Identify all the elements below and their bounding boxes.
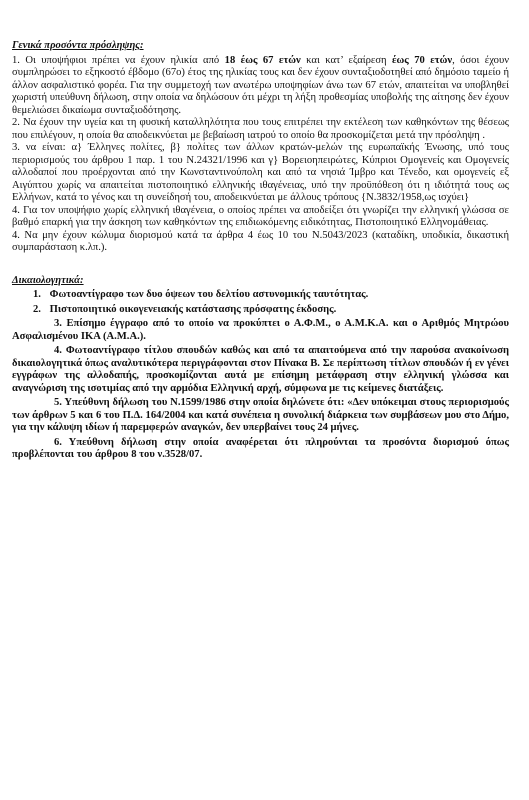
document-item-text: Φωτοαντίγραφο των δυο όψεων του δελτίου αστυνομικής ταυτότητας. xyxy=(49,289,369,300)
qualification-paragraph-3: 3. να είναι: α} Έλληνες πολίτες, β} πολίτες των άλλων κρατών-μελών της ευρωπαϊκής Ένωσης, υπό τους περιορισμούς του άρθρου 1 παρ. 1 του Ν.24321/1996 και γ} Βορειοηπειρώτες, Κύπριοι Ομογενείς και Ομογενείς αλλοδαποί που προέρχονται από την Κωνσταντινούπολη και από τα νησιά Ίμβρο και Τένεδο, και ομογενείς εξ Αιγύπτου χωρίς να απαιτείται πιστοποιητικό ελληνικής ιθαγένειας, υπό την προϋπόθεση ότι η ιδιότητά τους ως Ελλήνων, κατά το γένος και τη συνείδησή του, αποδεικνύεται με άλλους τρόπους {Ν.3832/1958,ως ισχύει} xyxy=(12,142,509,203)
document-item-text: Υπεύθυνη δήλωση στην οποία αναφέρεται ότι πληρούνται τα προσόντα διορισμού όπως προβλέπονται του άρθρου 8 του ν.3528/07. xyxy=(12,436,509,460)
document-item-number: 3. xyxy=(54,318,62,329)
p1-age-exception: έως 70 ετών xyxy=(392,54,453,66)
document-item-number: 5. xyxy=(54,397,62,408)
document-item-4 xyxy=(12,345,509,395)
document-item-text: Πιστοποιητικό οικογενειακής κατάστασης πρόσφατης έκδοσης. xyxy=(49,303,337,315)
document-item-number: 4. xyxy=(54,345,62,356)
document-item-number: 6. xyxy=(54,436,62,448)
section-spacer xyxy=(12,255,509,275)
p1-text-c: και κατ’ εξαίρεση xyxy=(300,54,393,66)
document-item-5 xyxy=(12,397,509,435)
document-item-text: Φωτοαντίγραφο τίτλου σπουδών καθώς και από τα απαιτούμενα από την παρούσα ανακοίνωση δικαιολογητικά όπως αναλυτικότερα περιγράφονται στον Πίνακα Β. Σε περίπτωση τίτλων σπουδών ή εν γένει εγγράφων της αλλοδαπής, προσκομίζονται αυτά με επίσημη μετάφραση στην ελληνική γλώσσα και αναγνώριση της ισοτιμίας από την αρμόδια Ελληνική αρχή, σύμφωνα με τις κείμενες διατάξεις. xyxy=(12,345,509,394)
document-item-2 xyxy=(12,304,509,317)
qualification-paragraph-1 xyxy=(12,55,509,118)
document-item-number: 2. xyxy=(33,303,41,315)
general-qualifications-title: Γενικά προσόντα πρόσληψης: xyxy=(12,40,144,51)
qualification-paragraph-5: 4. Να μην έχουν κώλυμα διορισμού κατά τα άρθρα 4 έως 10 του Ν.5043/2023 (καταδίκη, υποδικία, δικαστική συμπαράσταση κ.λπ.). xyxy=(12,229,509,253)
document-item-6 xyxy=(12,437,509,462)
p1-text-a: 1. Οι υποψήφιοι πρέπει να έχουν ηλικία από xyxy=(12,54,225,66)
document-item-3 xyxy=(12,318,509,343)
document-item-text: Επίσημο έγγραφο από το οποίο να προκύπτει ο Α.Φ.Μ., ο Α.Μ.Κ.Α. και ο Αριθμός Μητρώου Ασφαλισμένου ΙΚΑ (Α.Μ.Α.). xyxy=(12,318,509,342)
p1-age-range: 18 έως 67 ετών xyxy=(224,54,301,66)
document-item-text: Υπεύθυνη δήλωση του Ν.1599/1986 στην οποία δηλώνετε ότι: «Δεν υπόκειμαι στους περιορισμούς των άρθρων 5 και 6 του Π.Δ. 164/2004 και κατά συνέπεια η συνολική διάρκεια των συμβάσεων μου στο Δήμο, για την κάλυψη ιδίων ή παρεμφερών αναγκών, δεν υπερβαίνει τους 24 μήνες. xyxy=(12,397,509,433)
document-item-number: 1. xyxy=(33,289,41,300)
qualification-paragraph-4: 4. Για τον υποψήφιο χωρίς ελληνική ιθαγένεια, ο οποίος πρέπει να αποδείξει ότι γνωρίζει την ελληνική γλώσσα σε βαθμό επαρκή για την άσκηση των καθηκόντων της επιδιωκόμενης ειδικότητας, Πιστοποιητικό Ελληνομάθειας. xyxy=(12,204,509,228)
qualification-paragraph-2: 2. Να έχουν την υγεία και τη φυσική καταλληλότητα που τους επιτρέπει την εκτέλεση των καθηκόντων της θέσεως που επιλέγουν, η οποία θα αποδεικνύεται με βεβαίωση ιατρού το οποίο θα προσκομίζεται μετά την πρόσληψη . xyxy=(12,117,509,141)
p1-text-e: , όσοι έχουν συμπληρώσει το εξηκοστό έβδομο (67ο) έτος της ηλικίας τους και δεν έχουν συνταξιοδοτηθεί από δημόσιο ταμείο ή άλλον ασφαλιστικό φορέα. Για την συμμετοχή των ανωτέρω υποψηφίων άνω των 67 ετών, απαιτείται να υποβληθεί χωριστή υπεύθυνη δήλωση, στην οποία να δηλώσουν ότι μέχρι τη λήξη προθεσμίας υποβολής της αίτησης δεν έχουν θεμελιώσει δικαίωμα συνταξιοδότησης. xyxy=(12,54,509,116)
documents-title: Δικαιολογητικά: xyxy=(12,274,84,286)
document-item-1 xyxy=(12,289,509,302)
